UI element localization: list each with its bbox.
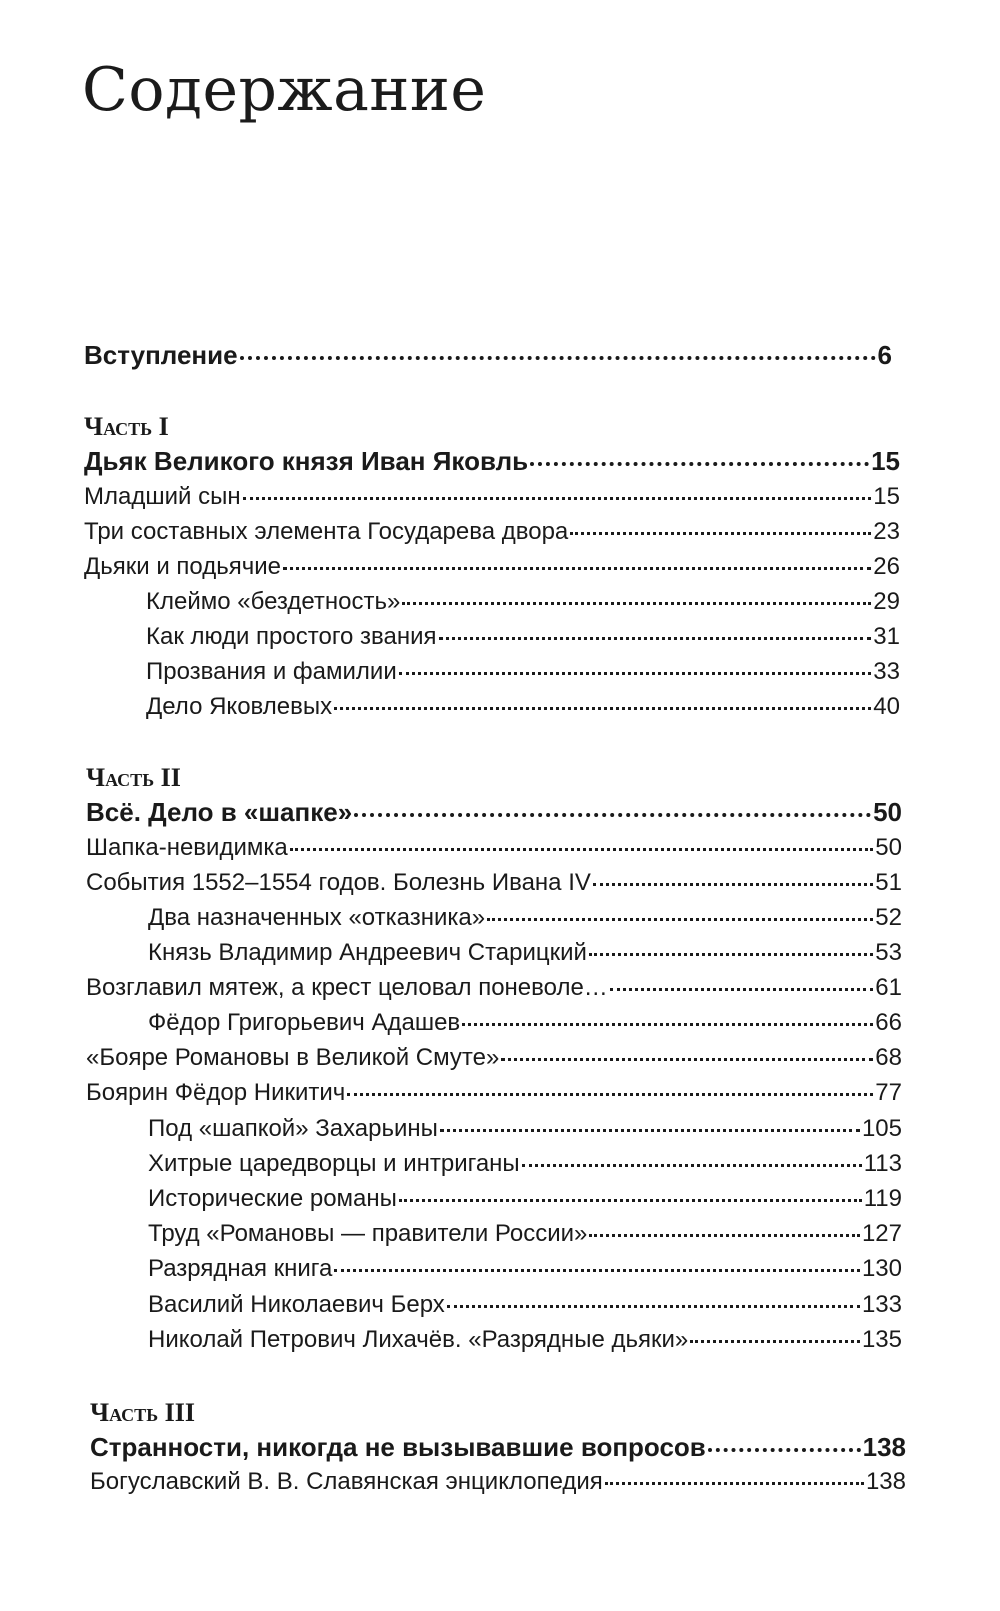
toc-entry-label: Под «шапкой» Захарьины bbox=[148, 1115, 438, 1142]
dot-leader bbox=[522, 1164, 862, 1167]
dot-leader bbox=[570, 532, 871, 535]
toc-page-number: 133 bbox=[861, 1291, 902, 1318]
toc-entry-label: Богуславский В. В. Славянская энциклопедия bbox=[90, 1468, 603, 1495]
toc-entry[interactable] bbox=[86, 973, 902, 1003]
toc-entry[interactable] bbox=[86, 868, 902, 898]
toc-subentry[interactable] bbox=[148, 1325, 902, 1355]
toc-entry-label: Всё. Дело в «шапке» bbox=[86, 797, 353, 827]
dot-leader bbox=[593, 883, 873, 886]
toc-page-number: 66 bbox=[875, 1009, 902, 1036]
toc-page-number: 127 bbox=[861, 1220, 902, 1247]
toc-subentry[interactable] bbox=[148, 1149, 902, 1179]
toc-entry[interactable] bbox=[86, 1043, 902, 1073]
toc-subentry[interactable] bbox=[148, 1219, 902, 1249]
dot-leader bbox=[462, 1023, 873, 1026]
toc-entry-label: Два назначенных «отказника» bbox=[148, 904, 486, 931]
toc-entry[interactable] bbox=[84, 482, 900, 512]
toc-page-number: 138 bbox=[865, 1468, 906, 1495]
toc-page-number: 119 bbox=[863, 1185, 902, 1212]
toc-entry-label: Дело Яковлевых bbox=[146, 693, 333, 720]
toc-subentry[interactable] bbox=[146, 692, 900, 722]
toc-entry-label: Дьяки и подьячие bbox=[84, 553, 281, 580]
toc-entry-label: Дьяк Великого князя Иван Яковль bbox=[84, 446, 529, 476]
toc-entry-label: Исторические романы bbox=[148, 1185, 397, 1212]
dot-leader bbox=[690, 1340, 860, 1343]
dot-leader bbox=[589, 953, 873, 956]
toc-entry-label: Младший сын bbox=[84, 483, 241, 510]
toc-page-number: 15 bbox=[871, 446, 900, 476]
toc-page-number: 6 bbox=[877, 340, 892, 370]
dot-leader bbox=[605, 1482, 864, 1485]
dot-leader bbox=[501, 1058, 873, 1061]
part-heading-2: Часть II bbox=[86, 763, 181, 792]
toc-entry-label: Разрядная книга bbox=[148, 1255, 333, 1282]
dot-leader bbox=[708, 1448, 861, 1452]
part-heading-3: Часть III bbox=[90, 1398, 195, 1427]
toc-page-number: 135 bbox=[861, 1326, 902, 1353]
dot-leader bbox=[447, 1305, 860, 1308]
toc-entry-label: Труд «Романовы — правители России» bbox=[148, 1220, 588, 1247]
toc-entry-label: Прозвания и фамилии bbox=[146, 658, 397, 685]
toc-entry-label: События 1552–1554 годов. Болезнь Ивана IV bbox=[86, 869, 591, 896]
toc-page-number: 15 bbox=[873, 483, 900, 510]
toc-entry-label: Вступление bbox=[84, 340, 238, 370]
toc-page-number: 50 bbox=[873, 797, 902, 827]
toc-entry[interactable] bbox=[90, 1467, 906, 1497]
toc-subentry[interactable] bbox=[146, 587, 900, 617]
toc-entry-intro[interactable] bbox=[84, 340, 892, 370]
dot-leader bbox=[439, 637, 872, 640]
dot-leader bbox=[290, 848, 874, 851]
toc-page-number: 50 bbox=[875, 834, 902, 861]
toc-page-number: 33 bbox=[873, 658, 900, 685]
dot-leader bbox=[530, 462, 869, 466]
toc-page-number: 31 bbox=[873, 623, 900, 650]
toc-subentry[interactable] bbox=[148, 1254, 902, 1284]
toc-entry-label: Клеймо «бездетность» bbox=[146, 588, 401, 615]
toc-entry-label: Хитрые царедворцы и интриганы bbox=[148, 1150, 520, 1177]
dot-leader bbox=[440, 1129, 860, 1132]
dot-leader bbox=[243, 497, 872, 500]
toc-entry-label: Николай Петрович Лихачёв. «Разрядные дьяки» bbox=[148, 1326, 689, 1353]
toc-subentry[interactable] bbox=[148, 1008, 902, 1038]
toc-page-number: 40 bbox=[873, 693, 900, 720]
toc-page-number: 130 bbox=[861, 1255, 902, 1282]
dot-leader bbox=[283, 567, 871, 570]
dot-leader bbox=[240, 356, 876, 360]
dot-leader bbox=[589, 1234, 860, 1237]
toc-entry-label: Фёдор Григорьевич Адашев bbox=[148, 1009, 461, 1036]
toc-page-number: 29 bbox=[873, 588, 900, 615]
dot-leader bbox=[487, 918, 873, 921]
toc-page-number: 68 bbox=[875, 1044, 902, 1071]
toc-page-number: 113 bbox=[863, 1150, 902, 1177]
toc-page-number: 138 bbox=[862, 1432, 906, 1462]
toc-chapter-part1[interactable] bbox=[84, 446, 900, 476]
toc-page-number: 105 bbox=[861, 1115, 902, 1142]
toc-entry-label: Возглавил мятеж, а крест целовал поневоле… bbox=[86, 974, 608, 1001]
toc-chapter-part2[interactable] bbox=[86, 797, 902, 827]
toc-subentry[interactable] bbox=[146, 657, 900, 687]
toc-entry-label: Боярин Фёдор Никитич bbox=[86, 1079, 346, 1106]
toc-subentry[interactable] bbox=[146, 622, 900, 652]
toc-entry[interactable] bbox=[84, 517, 900, 547]
toc-subentry[interactable] bbox=[148, 1184, 902, 1214]
toc-page-number: 61 bbox=[875, 974, 902, 1001]
dot-leader bbox=[354, 813, 871, 817]
part-heading-1: Часть I bbox=[84, 412, 169, 441]
dot-leader bbox=[402, 602, 871, 605]
toc-entry-label: «Бояре Романовы в Великой Смуте» bbox=[86, 1044, 500, 1071]
toc-subentry[interactable] bbox=[148, 903, 902, 933]
toc-page-number: 77 bbox=[875, 1079, 902, 1106]
toc-subentry[interactable] bbox=[148, 1290, 902, 1320]
toc-subentry[interactable] bbox=[148, 1114, 902, 1144]
toc-entry[interactable] bbox=[86, 833, 902, 863]
toc-page-number: 53 bbox=[875, 939, 902, 966]
toc-subentry[interactable] bbox=[148, 938, 902, 968]
toc-entry-label: Как люди простого звания bbox=[146, 623, 437, 650]
toc-entry-label: Князь Владимир Андреевич Старицкий bbox=[148, 939, 587, 966]
toc-entry[interactable] bbox=[86, 1078, 902, 1108]
toc-entry-label: Три составных элемента Государева двора bbox=[84, 518, 569, 545]
dot-leader bbox=[399, 1199, 862, 1202]
toc-chapter-part3[interactable] bbox=[90, 1432, 906, 1462]
dot-leader bbox=[610, 988, 873, 991]
dot-leader bbox=[347, 1093, 873, 1096]
dot-leader bbox=[334, 707, 871, 710]
toc-page-number: 26 bbox=[873, 553, 900, 580]
toc-entry-label: Странности, никогда не вызывавшие вопросов bbox=[90, 1432, 706, 1462]
page-title: Содержание bbox=[82, 55, 487, 125]
toc-page-number: 52 bbox=[875, 904, 902, 931]
dot-leader bbox=[399, 672, 872, 675]
toc-entry-label: Василий Николаевич Берх bbox=[148, 1291, 445, 1318]
toc-entry-label: Шапка-невидимка bbox=[86, 834, 288, 861]
toc-entry[interactable] bbox=[84, 552, 900, 582]
toc-page-number: 23 bbox=[873, 518, 900, 545]
toc-page-number: 51 bbox=[875, 869, 902, 896]
dot-leader bbox=[334, 1269, 860, 1272]
